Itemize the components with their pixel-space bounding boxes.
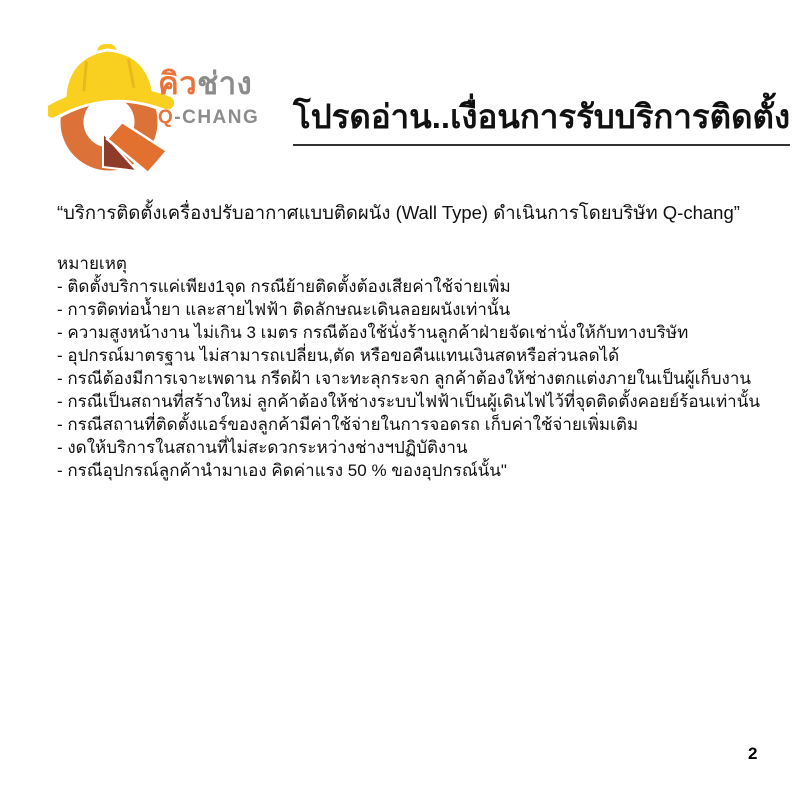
brand-wordmark	[158, 68, 259, 127]
list-item: - ติดตั้งบริการแค่เพียง1จุด กรณีย้ายติดตั้งต้องเสียค่าใช้จ่ายเพิ่ม	[57, 277, 511, 296]
brand-latin-prefix: Q	[158, 107, 175, 128]
list-item: - กรณีอุปกรณ์ลูกค้านำมาเอง คิดค่าแรง 50 % ของอุปกรณ์นั้น"	[57, 461, 507, 480]
list-item: - ความสูงหน้างาน ไม่เกิน 3 เมตร กรณีต้องใช้นั่งร้านลูกค้าฝ่ายจัดเช่านั่งให้กับทางบริษัท	[57, 323, 689, 342]
service-quote-line: “บริการติดตั้งเครื่องปรับอากาศแบบติดผนัง (Wall Type) ดำเนินการโดยบริษัท Q-chang”	[57, 202, 740, 223]
note-list	[57, 275, 769, 482]
brand-latin-suffix: -CHANG	[174, 107, 260, 128]
list-item: - กรณีต้องมีการเจาะเพดาน กรีดฝ้า เจาะทะลุกระจก ลูกค้าต้องให้ช่างตกแต่งภายในเป็นผู้เก็บงาน	[57, 369, 752, 388]
page-number: 2	[748, 744, 758, 763]
list-item: - การติดท่อน้ำยา และสายไฟฟ้า ติดลักษณะเดินลอยผนังเท่านั้น	[57, 300, 511, 319]
note-heading: หมายเหตุ	[57, 254, 127, 273]
list-item: - กรณีเป็นสถานที่สร้างใหม่ ลูกค้าต้องให้ช่างระบบไฟฟ้าเป็นผู้เดินไฟไว้ที่จุดติดตั้งคอยย์ร้อนเท่านั้น	[57, 392, 760, 411]
brand-thai-suffix: ช่าง	[197, 66, 253, 101]
brand-name-thai	[158, 68, 259, 99]
list-item: - งดให้บริการในสถานที่ไม่สะดวกระหว่างช่างฯปฏิบัติงาน	[57, 438, 468, 457]
qchang-helmet-q-logo-icon	[48, 36, 174, 174]
list-item: - อุปกรณ์มาตรฐาน ไม่สามารถเปลี่ยน,ตัด หรือขอคืนแทนเงินสดหรือส่วนลดได้	[57, 346, 620, 365]
list-item: - กรณีสถานที่ติดตั้งแอร์ของลูกค้ามีค่าใช้จ่ายในการจอดรถ เก็บค่าใช้จ่ายเพิ่มเติม	[57, 415, 639, 434]
brand-thai-prefix: คิว	[158, 66, 198, 101]
brand-name-latin	[158, 108, 259, 127]
page-title: โปรดอ่าน..เงื่อนการรับบริการติดตั้ง	[293, 95, 790, 146]
terms-content	[57, 198, 769, 482]
